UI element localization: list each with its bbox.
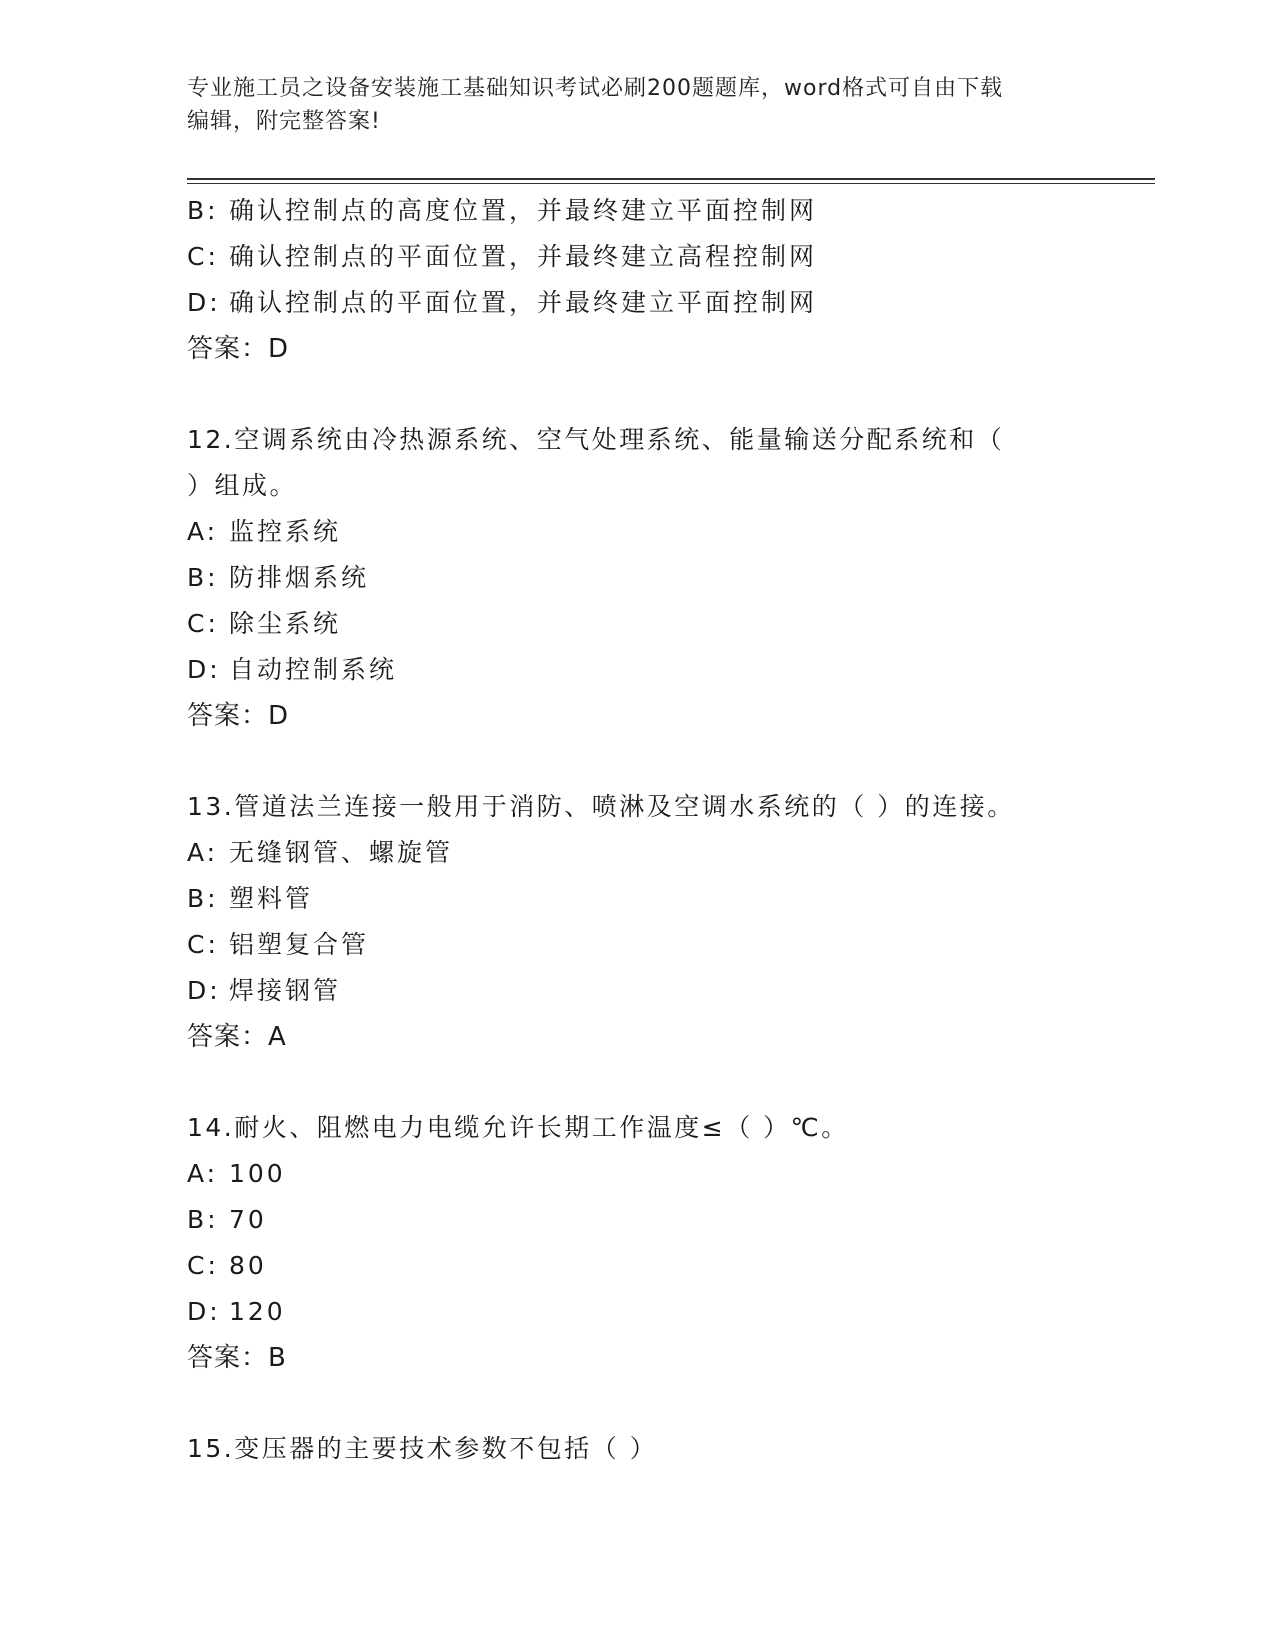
option-d	[187, 968, 1087, 1014]
answer-line: 答案：B	[187, 1343, 287, 1373]
option-text: 120	[229, 1297, 286, 1326]
question-content	[187, 188, 1087, 1472]
option-label: C:	[187, 1251, 219, 1280]
question-15	[187, 1426, 1087, 1472]
question-stem: 12.空调系统由冷热源系统、空气处理系统、能量输送分配系统和（	[187, 425, 1005, 454]
option-text: 确认控制点的高度位置，并最终建立平面控制网	[229, 196, 818, 225]
spacer	[187, 372, 1087, 417]
option-label: B:	[187, 884, 219, 913]
option-label: A:	[187, 838, 219, 867]
answer-line: 答案：D	[187, 701, 290, 731]
option-text: 确认控制点的平面位置，并最终建立高程控制网	[229, 242, 818, 271]
answer-line: 答案：A	[187, 1022, 287, 1052]
option-label: D:	[187, 976, 221, 1005]
option-a	[187, 509, 1087, 555]
header-divider	[187, 178, 1155, 184]
option-text: 自动控制系统	[229, 655, 398, 684]
option-label: A:	[187, 517, 219, 546]
option-text: 焊接钢管	[229, 976, 342, 1005]
option-label: B:	[187, 196, 219, 225]
option-text: 防排烟系统	[229, 563, 370, 592]
option-c	[187, 1243, 1087, 1289]
question-14	[187, 1105, 1087, 1381]
option-text: 塑料管	[229, 884, 314, 913]
header-title-line-2: 编辑，附完整答案!	[187, 109, 381, 134]
question-stem: 15.变压器的主要技术参数不包括（ ）	[187, 1434, 658, 1463]
option-b	[187, 188, 1087, 234]
option-label: A:	[187, 1159, 219, 1188]
spacer	[187, 1060, 1087, 1105]
option-label: C:	[187, 609, 219, 638]
option-b	[187, 876, 1087, 922]
header-title-line-1: 专业施工员之设备安装施工基础知识考试必刷200题题库，word格式可自由下载	[187, 76, 1004, 101]
page-header	[187, 72, 1067, 138]
option-text: 80	[229, 1251, 267, 1280]
question-13	[187, 784, 1087, 1060]
option-c	[187, 234, 1087, 280]
option-c	[187, 601, 1087, 647]
option-text: 监控系统	[229, 517, 342, 546]
option-label: D:	[187, 655, 221, 684]
option-d	[187, 1289, 1087, 1335]
answer-line: 答案：D	[187, 334, 290, 364]
option-text: 确认控制点的平面位置，并最终建立平面控制网	[229, 288, 818, 317]
option-a	[187, 1151, 1087, 1197]
option-b	[187, 555, 1087, 601]
option-label: B:	[187, 1205, 219, 1234]
option-text: 铝塑复合管	[229, 930, 370, 959]
option-label: C:	[187, 242, 219, 271]
option-d	[187, 647, 1087, 693]
option-label: D:	[187, 1297, 221, 1326]
option-text: 100	[229, 1159, 286, 1188]
question-11	[187, 188, 1087, 372]
option-text: 除尘系统	[229, 609, 342, 638]
option-b	[187, 1197, 1087, 1243]
option-a	[187, 830, 1087, 876]
spacer	[187, 1381, 1087, 1426]
option-d	[187, 280, 1087, 326]
question-stem: 13.管道法兰连接一般用于消防、喷淋及空调水系统的（ ）的连接。	[187, 792, 1015, 821]
spacer	[187, 739, 1087, 784]
option-c	[187, 922, 1087, 968]
option-label: C:	[187, 930, 219, 959]
option-text: 无缝钢管、螺旋管	[229, 838, 454, 867]
option-label: D:	[187, 288, 221, 317]
question-stem-continued: ）组成。	[187, 471, 298, 500]
option-label: B:	[187, 563, 219, 592]
question-stem: 14.耐火、阻燃电力电缆允许长期工作温度≤（ ）℃。	[187, 1113, 849, 1142]
option-text: 70	[229, 1205, 267, 1234]
question-12	[187, 417, 1087, 739]
